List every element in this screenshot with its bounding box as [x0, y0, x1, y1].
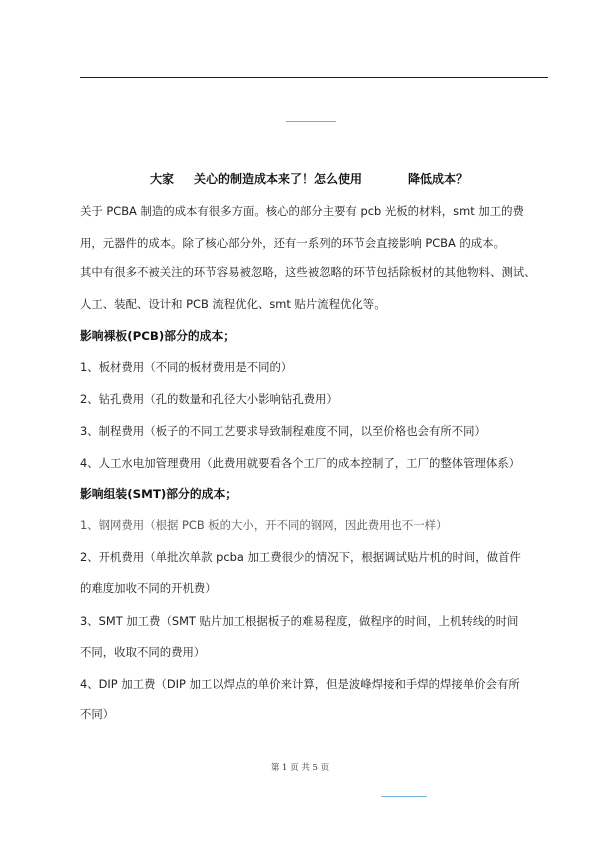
smt-cost-item: 4、DIP 加工费（DIP 加工以焊点的单价来计算，但是波峰焊接和手焊的焊接单价会有所 — [80, 677, 520, 691]
title-part-3: 降低成本？ — [408, 172, 469, 186]
smt-cost-item: 2、开机费用（单批次单款 pcba 加工费很少的情况下，根据调试贴片机的时间，做首件 — [80, 550, 521, 564]
document-title — [150, 170, 470, 190]
header-rule — [80, 77, 548, 78]
smt-cost-item: 1、钢网费用（根据 PCB 板的大小，开不同的钢网，因此费用也不一样） — [80, 518, 448, 532]
pcb-cost-item: 3、制程费用（板子的不同工艺要求导致制程难度不同，以至价格也会有所不同） — [80, 424, 486, 438]
title-part-2: 关心的制造成本来了！怎么使用 — [194, 172, 363, 186]
intro-line: 人工、装配、设计和 PCB 流程优化、smt 贴片流程优化等。 — [80, 297, 386, 311]
smt-cost-item: 3、SMT 加工费（SMT 贴片加工根据板子的难易程度，做程序的时间，上机转线的时间 — [80, 614, 519, 628]
pcb-cost-item: 4、人工水电加管理费用（此费用就要看各个工厂的成本控制了，工厂的整体管理体系） — [80, 456, 521, 470]
smt-cost-item: 不同） — [80, 707, 115, 721]
pcb-cost-item: 1、板材费用（不同的板材费用是不同的） — [80, 360, 293, 374]
pcb-section-heading: 影响裸板(PCB)部分的成本； — [80, 329, 236, 343]
smt-cost-item: 不同，收取不同的费用） — [80, 645, 206, 659]
intro-line: 其中有很多不被关注的环节容易被忽略，这些被忽略的环节包括除板材的其他物料、测试、 — [80, 265, 536, 279]
pcb-cost-item: 2、钻孔费用（孔的数量和孔径大小影响钻孔费用） — [80, 392, 338, 406]
page-number: 第 1 页 共 5 页 — [270, 763, 330, 773]
intro-line: 用，元器件的成本。除了核心部分外，还有一系列的环节会直接影响 PCBA 的成本。 — [80, 236, 505, 250]
title-part-1: 大家 — [150, 172, 175, 186]
smt-section-heading: 影响组装(SMT)部分的成本； — [80, 487, 238, 501]
link-underline-mark — [286, 121, 336, 122]
intro-line: 关于 PCBA 制造的成本有很多方面。核心的部分主要有 pcb 光板的材料，smt 加工的费 — [80, 204, 524, 218]
smt-cost-item: 的难度加收不同的开机费） — [80, 581, 217, 595]
footer-underline-mark — [381, 796, 427, 797]
